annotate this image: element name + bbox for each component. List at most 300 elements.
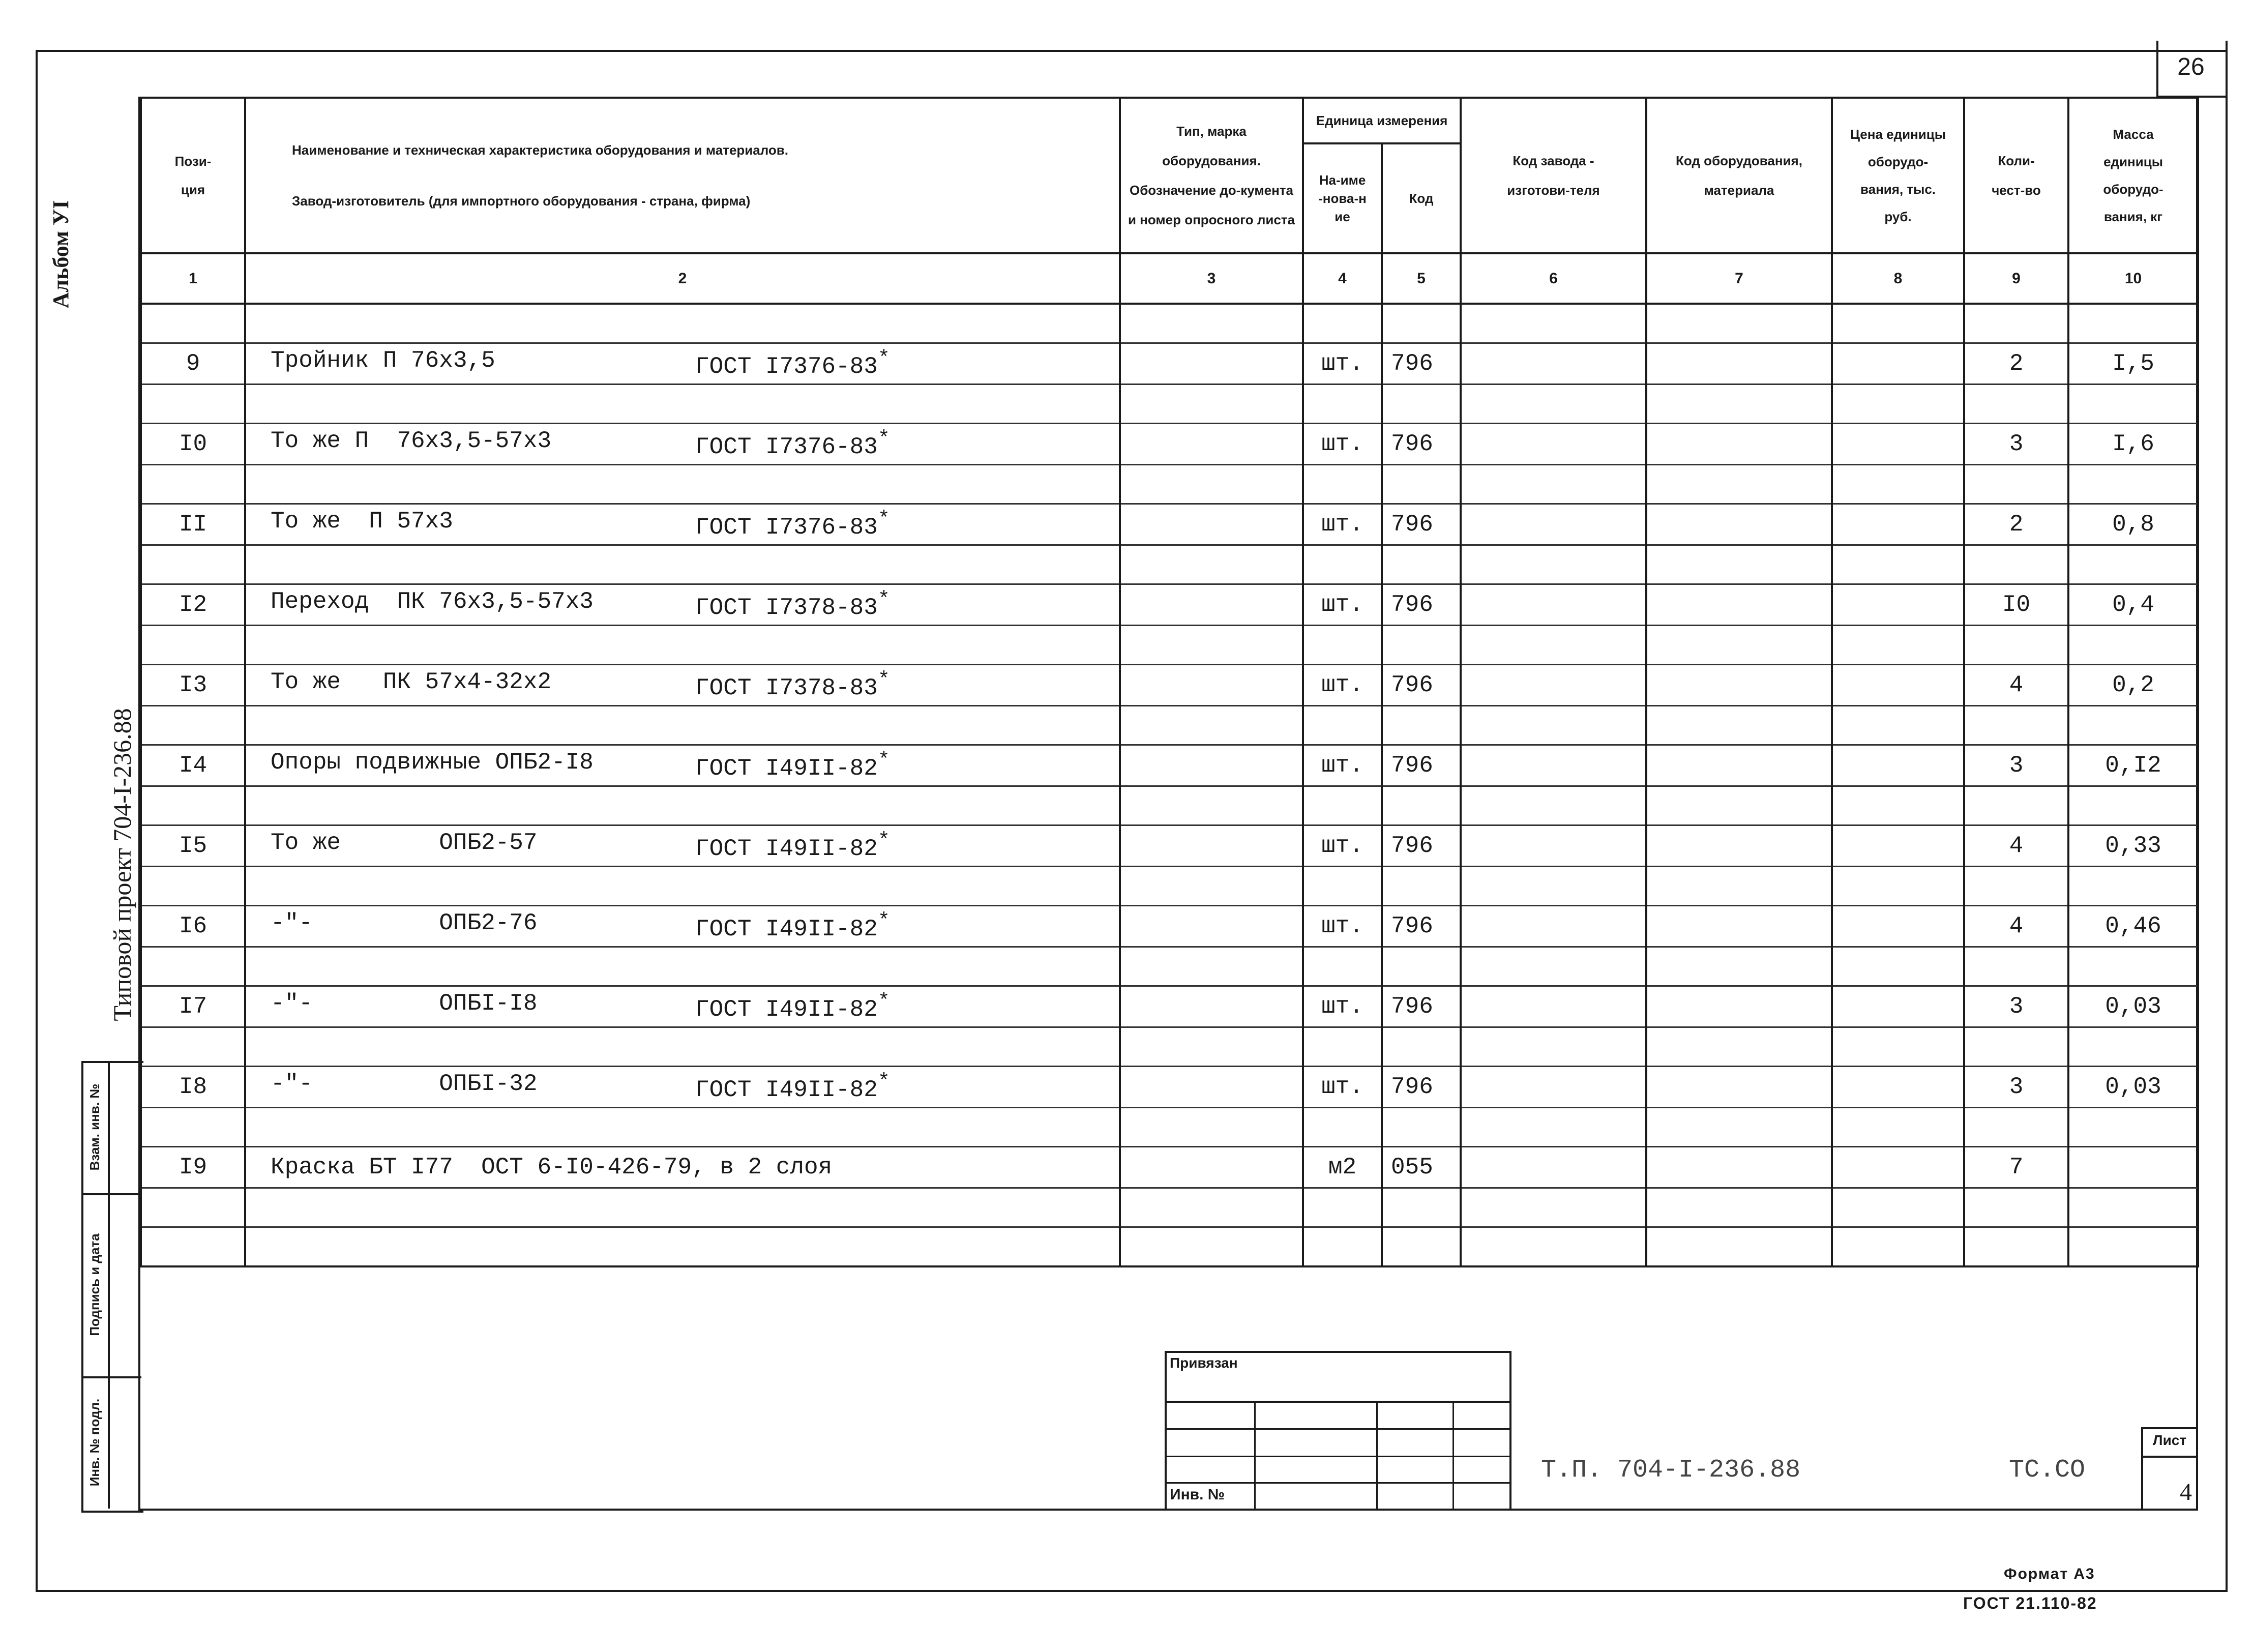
table-row	[141, 986, 2198, 1027]
blank-cell	[141, 867, 245, 906]
row-standard-text: ГОСТ I49II-82	[695, 1077, 878, 1103]
blank-cell	[2068, 1108, 2198, 1147]
blank-cell	[1646, 465, 1832, 504]
blank-cell	[1832, 786, 1964, 825]
blank-cell	[1832, 304, 1964, 343]
blank-cell	[1382, 1027, 1461, 1067]
row-standard	[695, 669, 890, 701]
row-mass: I,5	[2068, 343, 2198, 385]
row-standard-star: *	[877, 990, 890, 1013]
row-equipment-code	[1646, 584, 1832, 626]
blank-cell	[2068, 304, 2198, 343]
row-standard	[695, 910, 890, 942]
row-standard	[695, 749, 890, 782]
row-position: 9	[141, 343, 245, 385]
row-mass: 0,8	[2068, 504, 2198, 545]
blank-cell	[1382, 1227, 1461, 1267]
blank-cell	[1382, 786, 1461, 825]
sheet-box-divider	[2141, 1456, 2198, 1458]
row-name-wrap	[246, 428, 1119, 460]
row-factory-code	[1461, 745, 1646, 786]
blank-cell	[141, 947, 245, 986]
row-unit: шт.	[1303, 906, 1382, 947]
blank-row	[141, 385, 2198, 424]
row-name-cell	[245, 343, 1120, 385]
row-position: I3	[141, 665, 245, 706]
row-name-wrap	[246, 1071, 1119, 1103]
privyazan-label: Привязан	[1170, 1355, 1238, 1371]
blank-cell	[1382, 385, 1461, 424]
blank-cell	[1646, 1027, 1832, 1067]
row-name-cell	[245, 1067, 1120, 1108]
row-position: I5	[141, 825, 245, 867]
header-mass: Масса единицы оборудо-вания, кг	[2068, 98, 2198, 253]
header-factory-code: Код завода - изготови-теля	[1461, 98, 1646, 253]
row-name-wrap	[246, 508, 1119, 541]
col-num-3: 3	[1120, 253, 1303, 304]
row-standard-text: ГОСТ I7376-83	[695, 434, 878, 460]
row-unit: шт.	[1303, 343, 1382, 385]
col-num-10: 10	[2068, 253, 2198, 304]
blank-cell	[245, 1188, 1120, 1227]
row-name: -"- ОПБ2-76	[271, 910, 538, 936]
table-row	[141, 665, 2198, 706]
row-quantity: 2	[1964, 343, 2068, 385]
blank-cell	[1303, 786, 1382, 825]
blank-cell	[1303, 626, 1382, 665]
row-name: -"- ОПБI-32	[271, 1071, 538, 1097]
blank-cell	[1303, 465, 1382, 504]
sheet-label: Лист	[2152, 1432, 2187, 1448]
blank-cell	[1382, 304, 1461, 343]
blank-cell	[2068, 626, 2198, 665]
row-name: Краска БТ I77 ОСТ 6-I0-426-79, в 2 слоя	[271, 1154, 833, 1181]
row-unit-code: 055	[1382, 1147, 1461, 1188]
blank-cell	[1303, 1188, 1382, 1227]
header-price: Цена единицы оборудо-вания, тыс. руб.	[1832, 98, 1964, 253]
row-factory-code	[1461, 343, 1646, 385]
row-factory-code	[1461, 665, 1646, 706]
blank-row	[141, 867, 2198, 906]
row-position: I6	[141, 906, 245, 947]
row-quantity: 4	[1964, 825, 2068, 867]
row-standard-text: ГОСТ I7378-83	[695, 595, 878, 621]
row-position: I0	[141, 424, 245, 465]
blank-cell	[1964, 786, 2068, 825]
row-name: То же ОПБ2-57	[271, 830, 538, 856]
row-standard-text: ГОСТ I49II-82	[695, 836, 878, 862]
row-standard-star: *	[877, 910, 890, 933]
blank-cell	[1646, 786, 1832, 825]
blank-cell	[1832, 1188, 1964, 1227]
blank-cell	[1303, 706, 1382, 745]
blank-cell	[1461, 304, 1646, 343]
blank-cell	[1120, 465, 1303, 504]
row-equipment-code	[1646, 745, 1832, 786]
header-quantity: Коли-чест-во	[1964, 98, 2068, 253]
row-name-wrap	[246, 669, 1119, 701]
row-equipment-code	[1646, 504, 1832, 545]
row-name: Тройник П 76х3,5	[271, 347, 495, 374]
blank-cell	[1461, 626, 1646, 665]
col-num-8: 8	[1832, 253, 1964, 304]
format-label: Формат А3	[2004, 1566, 2095, 1582]
row-name-cell	[245, 745, 1120, 786]
inv-podl-label: Инв. № подл.	[87, 1398, 102, 1487]
row-standard	[695, 830, 890, 862]
table-row	[141, 504, 2198, 545]
row-standard	[695, 588, 890, 621]
row-name-cell	[245, 1147, 1120, 1188]
blank-cell	[1646, 1108, 1832, 1147]
row-unit: шт.	[1303, 745, 1382, 786]
blank-cell	[141, 545, 245, 584]
row-factory-code	[1461, 504, 1646, 545]
blank-cell	[1832, 947, 1964, 986]
row-position: I7	[141, 986, 245, 1027]
blank-cell	[1461, 947, 1646, 986]
blank-cell	[1964, 626, 2068, 665]
row-standard-text: ГОСТ I49II-82	[695, 996, 878, 1023]
row-price	[1832, 1147, 1964, 1188]
blank-cell	[141, 385, 245, 424]
row-mass: 0,46	[2068, 906, 2198, 947]
row-standard-star: *	[877, 830, 890, 852]
row-equipment-code	[1646, 1147, 1832, 1188]
row-unit-code: 796	[1382, 424, 1461, 465]
blank-cell	[2068, 1227, 2198, 1267]
blank-cell	[245, 786, 1120, 825]
blank-cell	[1964, 706, 2068, 745]
blank-cell	[1461, 1108, 1646, 1147]
blank-row	[141, 706, 2198, 745]
row-type	[1120, 745, 1303, 786]
blank-cell	[141, 304, 245, 343]
sheet-number: 26	[2177, 53, 2205, 80]
specification-table	[140, 97, 2199, 1267]
blank-cell	[1120, 304, 1303, 343]
row-price	[1832, 584, 1964, 626]
blank-cell	[1964, 1188, 2068, 1227]
row-quantity: I0	[1964, 584, 2068, 626]
row-mass: 0,4	[2068, 584, 2198, 626]
blank-row	[141, 947, 2198, 986]
blank-cell	[2068, 786, 2198, 825]
col-num-1: 1	[141, 253, 245, 304]
row-price	[1832, 745, 1964, 786]
row-unit: шт.	[1303, 504, 1382, 545]
blank-cell	[245, 1108, 1120, 1147]
blank-cell	[1646, 1188, 1832, 1227]
inv-no-label: Инв. №	[1170, 1486, 1225, 1503]
privyazan-line-2	[1165, 1428, 1509, 1430]
row-mass: 0,03	[2068, 1067, 2198, 1108]
blank-cell	[1120, 1027, 1303, 1067]
blank-cell	[1303, 1027, 1382, 1067]
row-equipment-code	[1646, 986, 1832, 1027]
blank-cell	[1382, 626, 1461, 665]
row-equipment-code	[1646, 1067, 1832, 1108]
header-name-line2: Завод-изготовитель (для импортного оборудования - страна, фирма)	[292, 193, 751, 209]
blank-cell	[1646, 1227, 1832, 1267]
blank-cell	[1646, 545, 1832, 584]
blank-cell	[1382, 465, 1461, 504]
col-num-4: 4	[1303, 253, 1382, 304]
blank-cell	[1120, 385, 1303, 424]
row-mass: 0,33	[2068, 825, 2198, 867]
blank-cell	[1964, 1027, 2068, 1067]
row-name-cell	[245, 825, 1120, 867]
row-quantity: 4	[1964, 665, 2068, 706]
row-price	[1832, 424, 1964, 465]
blank-cell	[1382, 947, 1461, 986]
row-unit-code: 796	[1382, 825, 1461, 867]
row-mass: 0,I2	[2068, 745, 2198, 786]
gost-label: ГОСТ 21.110-82	[1963, 1594, 2097, 1612]
blank-cell	[2068, 545, 2198, 584]
row-name-cell	[245, 665, 1120, 706]
outer-frame-bottom	[36, 1590, 2228, 1592]
blank-cell	[1832, 385, 1964, 424]
blank-cell	[2068, 867, 2198, 906]
row-name: -"- ОПБI-I8	[271, 990, 538, 1017]
podpis-label: Подпись и дата	[87, 1233, 102, 1336]
row-unit: м2	[1303, 1147, 1382, 1188]
row-name-cell	[245, 584, 1120, 626]
row-price	[1832, 906, 1964, 947]
row-unit: шт.	[1303, 665, 1382, 706]
col-num-6: 6	[1461, 253, 1646, 304]
row-type	[1120, 1147, 1303, 1188]
row-quantity: 3	[1964, 424, 2068, 465]
row-position: I9	[141, 1147, 245, 1188]
row-position: I2	[141, 584, 245, 626]
blank-cell	[245, 1227, 1120, 1267]
row-factory-code	[1461, 584, 1646, 626]
row-standard-star: *	[877, 588, 890, 611]
blank-cell	[141, 1027, 245, 1067]
blank-cell	[245, 465, 1120, 504]
blank-cell	[1964, 947, 2068, 986]
sheet-value: 4	[2180, 1479, 2192, 1506]
blank-cell	[245, 304, 1120, 343]
blank-cell	[141, 706, 245, 745]
table-row	[141, 745, 2198, 786]
header-unit-code: Код	[1382, 143, 1461, 253]
row-factory-code	[1461, 1067, 1646, 1108]
row-type	[1120, 986, 1303, 1027]
table-row	[141, 1147, 2198, 1188]
row-unit: шт.	[1303, 986, 1382, 1027]
row-unit-code: 796	[1382, 986, 1461, 1027]
blank-cell	[245, 626, 1120, 665]
blank-cell	[1120, 1188, 1303, 1227]
blank-row	[141, 545, 2198, 584]
blank-cell	[1646, 947, 1832, 986]
row-equipment-code	[1646, 343, 1832, 385]
blank-cell	[1832, 545, 1964, 584]
blank-cell	[245, 385, 1120, 424]
blank-row	[141, 1188, 2198, 1227]
row-standard-star: *	[877, 428, 890, 451]
blank-cell	[1964, 465, 2068, 504]
blank-cell	[1461, 1188, 1646, 1227]
row-quantity: 3	[1964, 986, 2068, 1027]
privyazan-line-1	[1165, 1401, 1509, 1403]
header-type: Тип, марка оборудования. Обозначение до-кумента и номер опросного листа	[1120, 98, 1303, 253]
blank-cell	[1461, 706, 1646, 745]
row-name-wrap	[246, 588, 1119, 621]
blank-cell	[1461, 385, 1646, 424]
blank-cell	[2068, 1188, 2198, 1227]
row-name-cell	[245, 424, 1120, 465]
row-type	[1120, 584, 1303, 626]
blank-cell	[245, 706, 1120, 745]
blank-row	[141, 626, 2198, 665]
vzam-label: Взам. инв. №	[87, 1083, 102, 1171]
blank-row	[141, 1227, 2198, 1267]
row-unit-code: 796	[1382, 584, 1461, 626]
blank-cell	[2068, 947, 2198, 986]
row-unit: шт.	[1303, 1067, 1382, 1108]
row-name: То же ПК 57х4-32х2	[271, 669, 552, 695]
blank-cell	[1964, 1108, 2068, 1147]
blank-cell	[1646, 626, 1832, 665]
row-quantity: 2	[1964, 504, 2068, 545]
row-type	[1120, 424, 1303, 465]
row-name-wrap	[246, 910, 1119, 942]
blank-cell	[141, 626, 245, 665]
project-label: Типовой проект 704-I-236.88	[108, 708, 136, 1021]
row-unit-code: 796	[1382, 745, 1461, 786]
blank-cell	[141, 786, 245, 825]
row-mass: 0,2	[2068, 665, 2198, 706]
row-unit-code: 796	[1382, 665, 1461, 706]
row-name-wrap	[246, 347, 1119, 380]
table-row	[141, 906, 2198, 947]
header-unit-name: На-име-нова-ние	[1303, 143, 1382, 253]
blank-row	[141, 1108, 2198, 1147]
row-quantity: 7	[1964, 1147, 2068, 1188]
outer-frame-left	[36, 50, 38, 1591]
row-position: II	[141, 504, 245, 545]
blank-cell	[245, 1027, 1120, 1067]
blank-cell	[1646, 867, 1832, 906]
blank-cell	[1964, 1227, 2068, 1267]
row-type	[1120, 665, 1303, 706]
row-standard-text: ГОСТ I7376-83	[695, 353, 878, 380]
blank-cell	[1303, 545, 1382, 584]
side-stamp-line-1	[81, 1193, 141, 1195]
blank-cell	[2068, 385, 2198, 424]
col-num-7: 7	[1646, 253, 1832, 304]
row-name-wrap	[246, 830, 1119, 862]
row-standard	[695, 428, 890, 460]
blank-cell	[141, 1108, 245, 1147]
blank-cell	[1964, 304, 2068, 343]
row-position: I8	[141, 1067, 245, 1108]
side-stamp-line-2	[81, 1376, 141, 1378]
row-price	[1832, 825, 1964, 867]
privyazan-line-4	[1165, 1482, 1509, 1484]
blank-cell	[1120, 626, 1303, 665]
blank-row	[141, 465, 2198, 504]
row-type	[1120, 343, 1303, 385]
table-row	[141, 584, 2198, 626]
row-unit: шт.	[1303, 825, 1382, 867]
blank-cell	[1303, 1108, 1382, 1147]
row-position: I4	[141, 745, 245, 786]
row-equipment-code	[1646, 906, 1832, 947]
blank-cell	[1120, 706, 1303, 745]
blank-cell	[2068, 1027, 2198, 1067]
row-type	[1120, 825, 1303, 867]
row-standard	[695, 1071, 890, 1103]
blank-cell	[1303, 947, 1382, 986]
row-price	[1832, 343, 1964, 385]
row-type	[1120, 1067, 1303, 1108]
document-code: ТС.СО	[2009, 1456, 2086, 1485]
blank-cell	[1382, 1108, 1461, 1147]
blank-cell	[1461, 786, 1646, 825]
row-standard-star: *	[877, 669, 890, 692]
blank-cell	[1832, 867, 1964, 906]
row-standard-text: ГОСТ I7378-83	[695, 675, 878, 701]
blank-cell	[1964, 385, 2068, 424]
blank-cell	[1461, 1227, 1646, 1267]
col-num-2: 2	[245, 253, 1120, 304]
blank-cell	[1832, 626, 1964, 665]
blank-cell	[1120, 947, 1303, 986]
blank-cell	[245, 867, 1120, 906]
row-standard-text: ГОСТ I49II-82	[695, 916, 878, 942]
row-quantity: 4	[1964, 906, 2068, 947]
blank-cell	[1461, 465, 1646, 504]
row-standard-star: *	[877, 508, 890, 531]
blank-cell	[1120, 1108, 1303, 1147]
row-price	[1832, 986, 1964, 1027]
row-standard-star: *	[877, 347, 890, 370]
row-equipment-code	[1646, 424, 1832, 465]
row-name-wrap	[246, 1154, 1119, 1181]
blank-cell	[245, 545, 1120, 584]
blank-cell	[1964, 545, 2068, 584]
blank-row	[141, 1027, 2198, 1067]
table-row	[141, 424, 2198, 465]
row-unit-code: 796	[1382, 906, 1461, 947]
blank-cell	[245, 947, 1120, 986]
row-factory-code	[1461, 906, 1646, 947]
blank-cell	[1303, 385, 1382, 424]
privyazan-vline-3	[1452, 1402, 1454, 1509]
table-row	[141, 825, 2198, 867]
row-price	[1832, 665, 1964, 706]
row-mass: 0,03	[2068, 986, 2198, 1027]
blank-cell	[1832, 1027, 1964, 1067]
row-price	[1832, 1067, 1964, 1108]
blank-cell	[141, 1227, 245, 1267]
blank-cell	[1303, 304, 1382, 343]
privyazan-line-3	[1165, 1456, 1509, 1457]
blank-cell	[1382, 867, 1461, 906]
blank-cell	[1832, 1108, 1964, 1147]
blank-row	[141, 304, 2198, 343]
row-type	[1120, 504, 1303, 545]
row-standard-text: ГОСТ I49II-82	[695, 755, 878, 782]
row-unit-code: 796	[1382, 343, 1461, 385]
row-name-cell	[245, 986, 1120, 1027]
blank-cell	[1832, 706, 1964, 745]
